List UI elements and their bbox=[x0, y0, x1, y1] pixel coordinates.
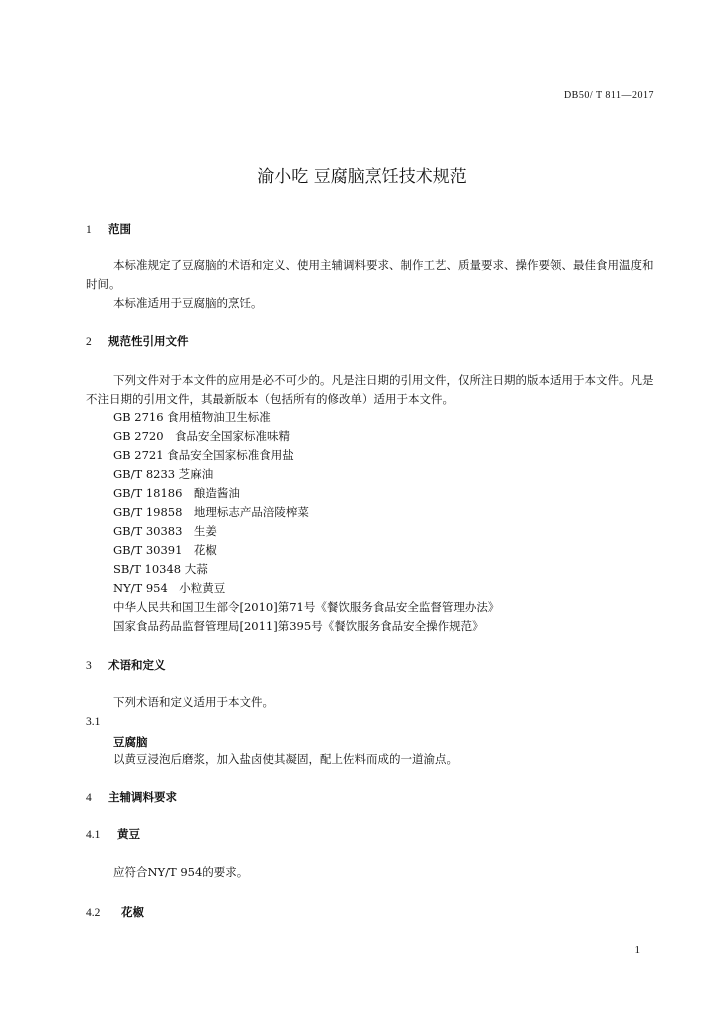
subsection-title: 花椒 bbox=[121, 905, 145, 919]
reference-item: GB/T 30383 生姜 bbox=[113, 524, 217, 538]
section-number: 3 bbox=[86, 660, 92, 672]
reference-item: GB/T 8233 芝麻油 bbox=[113, 467, 214, 481]
reference-item: SB/T 10348 大蒜 bbox=[113, 562, 208, 576]
reference-item: GB 2720 食品安全国家标准味精 bbox=[113, 429, 291, 443]
paragraph: 本标准适用于豆腐脑的烹饪。 bbox=[113, 296, 263, 310]
section-heading-terms bbox=[86, 657, 166, 673]
section-heading-normative-references bbox=[86, 333, 189, 349]
section-title: 规范性引用文件 bbox=[108, 334, 189, 348]
reference-item: 国家食品药品监督管理局[2011]第395号《餐饮服务食品安全操作规范》 bbox=[113, 619, 484, 633]
subsection-number: 4.2 bbox=[86, 907, 101, 919]
paragraph: 下列文件对于本文件的应用是必不可少的。凡是注日期的引用文件，仅所注日期的版本适用于本文件。凡是不注日期的引用文件，其最新版本（包括所有的修改单）适用于本文件。 bbox=[86, 373, 654, 406]
reference-item: GB/T 30391 花椒 bbox=[113, 543, 217, 557]
paragraph: 应符合NY/T 954的要求。 bbox=[113, 865, 249, 879]
section-heading-ingredients bbox=[86, 789, 177, 805]
reference-item: 中华人民共和国卫生部令[2010]第71号《餐饮服务食品安全监督管理办法》 bbox=[113, 600, 500, 614]
subsection-title: 黄豆 bbox=[117, 827, 141, 841]
paragraph: 本标准规定了豆腐脑的术语和定义、使用主辅调料要求、制作工艺、质量要求、操作要领、最佳食用温度和时间。 bbox=[86, 258, 654, 291]
section-heading-scope bbox=[86, 221, 131, 237]
term-number: 3.1 bbox=[86, 716, 101, 728]
section-title: 术语和定义 bbox=[108, 658, 166, 672]
reference-item: GB/T 19858 地理标志产品涪陵榨菜 bbox=[113, 505, 309, 519]
section-number: 4 bbox=[86, 792, 92, 804]
reference-item: GB/T 18186 酿造酱油 bbox=[113, 486, 240, 500]
subsection-number: 4.1 bbox=[86, 829, 101, 841]
page-number: 1 bbox=[634, 944, 640, 956]
reference-item: GB 2716 食用植物油卫生标准 bbox=[113, 410, 271, 424]
term-name: 豆腐脑 bbox=[113, 735, 148, 749]
page-title: 渝小吃 豆腐脑烹饪技术规范 bbox=[257, 167, 467, 187]
subsection-heading-soybean bbox=[86, 826, 140, 842]
document-number: DB50/ T 811—2017 bbox=[563, 90, 654, 101]
reference-item: NY/T 954 小粒黄豆 bbox=[113, 581, 226, 595]
section-number: 1 bbox=[86, 224, 92, 236]
paragraph: 下列术语和定义适用于本文件。 bbox=[113, 695, 274, 709]
term-definition: 以黄豆浸泡后磨浆，加入盐卤使其凝固，配上佐料而成的一道渝点。 bbox=[113, 752, 458, 766]
subsection-heading-sichuan-pepper bbox=[86, 904, 144, 920]
section-title: 主辅调料要求 bbox=[108, 790, 178, 804]
reference-item: GB 2721 食品安全国家标准食用盐 bbox=[113, 448, 294, 462]
section-title: 范围 bbox=[108, 222, 132, 236]
section-number: 2 bbox=[86, 336, 92, 348]
